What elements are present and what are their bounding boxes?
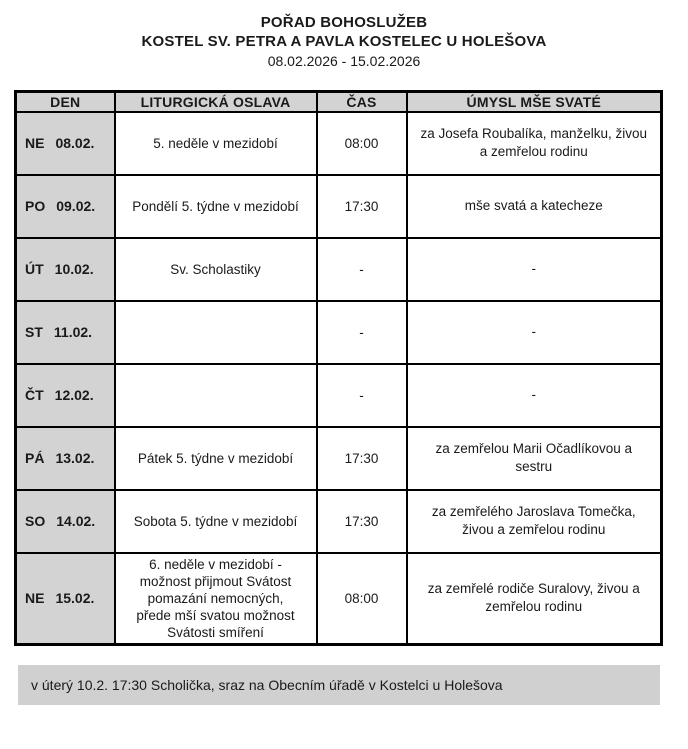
time-cell: 17:30 <box>317 427 407 490</box>
intention-cell: za zemřelé rodiče Suralovy, živou a zemřelou rodinu <box>407 553 662 645</box>
celebration-cell: Pondělí 5. týdne v mezidobí <box>115 175 317 238</box>
day-cell <box>16 427 115 490</box>
celebration-cell: Sv. Scholastiky <box>115 238 317 301</box>
day-cell <box>16 175 115 238</box>
intention-cell: - <box>407 238 662 301</box>
intention-cell: - <box>407 364 662 427</box>
footer-note-bar <box>18 665 660 705</box>
header-row <box>16 92 662 112</box>
day-date: 09.02. <box>56 198 96 214</box>
celebration-cell: Pátek 5. týdne v mezidobí <box>115 427 317 490</box>
table-row <box>16 427 662 490</box>
schedule-table-header <box>16 92 662 112</box>
day-cell <box>16 490 115 553</box>
table-row <box>16 301 662 364</box>
celebration-cell <box>115 301 317 364</box>
day-cell <box>16 238 115 301</box>
time-cell: 08:00 <box>317 553 407 645</box>
footer-note-text: v úterý 10.2. 17:30 Scholička, sraz na Obecním úřadě v Kostelci u Holešova <box>31 676 503 693</box>
day-date: 12.02. <box>54 387 94 403</box>
table-row <box>16 175 662 238</box>
column-header-liturgicka-oslava: LITURGICKÁ OSLAVA <box>115 92 317 112</box>
day-abbr: SO <box>25 513 46 529</box>
intention-cell: - <box>407 301 662 364</box>
time-cell: 17:30 <box>317 490 407 553</box>
document-header <box>0 0 688 71</box>
time-cell: - <box>317 238 407 301</box>
day-abbr: NE <box>25 135 45 151</box>
day-cell <box>16 364 115 427</box>
time-cell: - <box>317 301 407 364</box>
intention-cell: mše svatá a katecheze <box>407 175 662 238</box>
intention-cell: za Josefa Roubalíka, manželku, živou a zemřelou rodinu <box>407 112 662 175</box>
table-row <box>16 112 662 175</box>
day-abbr: PÁ <box>25 450 45 466</box>
day-cell <box>16 553 115 645</box>
day-abbr: ST <box>25 324 43 340</box>
day-date: 15.02. <box>55 590 95 606</box>
celebration-cell: Sobota 5. týdne v mezidobí <box>115 490 317 553</box>
schedule-table-body <box>16 112 662 645</box>
day-date: 13.02. <box>55 450 95 466</box>
schedule-table <box>14 90 663 646</box>
celebration-cell: 6. neděle v mezidobí - možnost přijmout Svátost pomazání nemocných, přede mší svatou možnost Svátosti smíření <box>115 553 317 645</box>
time-cell: 08:00 <box>317 112 407 175</box>
time-cell: - <box>317 364 407 427</box>
column-header-cas: ČAS <box>317 92 407 112</box>
church-name: KOSTEL SV. PETRA A PAVLA KOSTELEC U HOLEŠOVA <box>141 33 547 50</box>
day-abbr: ČT <box>25 387 44 403</box>
column-header-umysl-mse-svate: ÚMYSL MŠE SVATÉ <box>407 92 662 112</box>
day-abbr: NE <box>25 590 45 606</box>
day-cell <box>16 301 115 364</box>
table-row <box>16 364 662 427</box>
day-abbr: PO <box>25 198 46 214</box>
date-range: 08.02.2026 - 15.02.2026 <box>267 53 421 69</box>
page-title: POŘAD BOHOSLUŽEB <box>260 14 428 31</box>
day-date: 08.02. <box>55 135 95 151</box>
time-cell: 17:30 <box>317 175 407 238</box>
column-header-den: DEN <box>16 92 115 112</box>
table-row <box>16 490 662 553</box>
celebration-cell: 5. neděle v mezidobí <box>115 112 317 175</box>
day-cell <box>16 112 115 175</box>
table-row <box>16 553 662 645</box>
table-row <box>16 238 662 301</box>
intention-cell: za zemřelého Jaroslava Tomečka, živou a zemřelou rodinu <box>407 490 662 553</box>
day-date: 14.02. <box>56 513 96 529</box>
day-date: 10.02. <box>54 261 94 277</box>
day-date: 11.02. <box>53 324 93 340</box>
day-abbr: ÚT <box>25 261 44 277</box>
celebration-cell <box>115 364 317 427</box>
intention-cell: za zemřelou Marii Očadlíkovou a sestru <box>407 427 662 490</box>
